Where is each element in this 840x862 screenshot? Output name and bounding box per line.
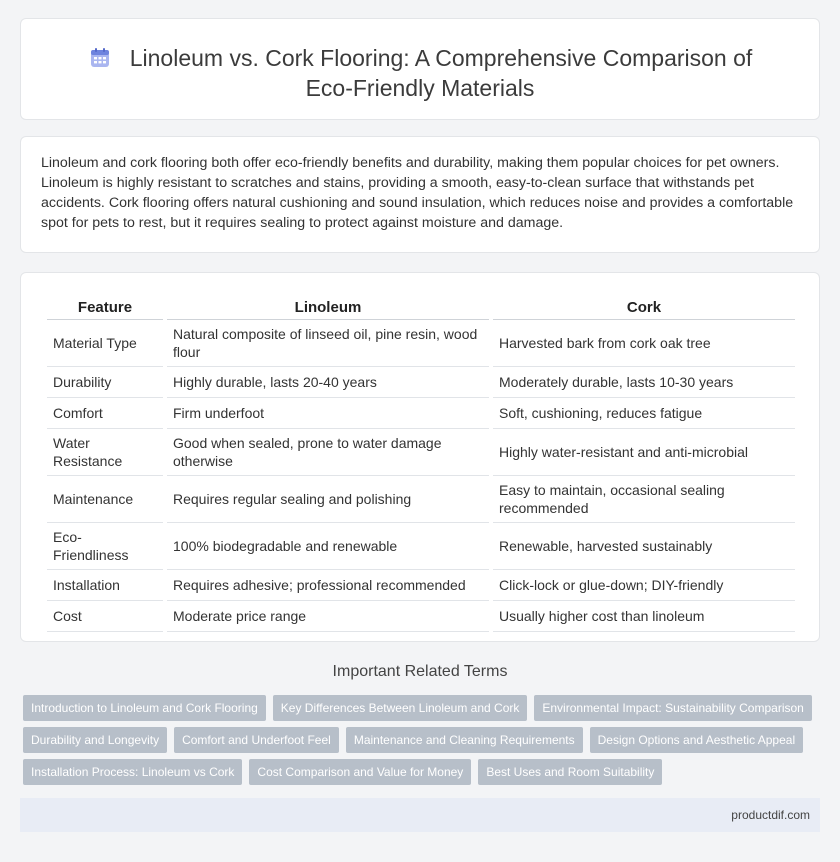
header-card — [20, 18, 820, 120]
table-cell-linoleum: Moderate price range — [167, 601, 489, 632]
table-row — [47, 320, 795, 367]
table-row — [47, 398, 795, 429]
table-cell-linoleum: Requires adhesive; professional recommended — [167, 570, 489, 601]
intro-card — [20, 136, 820, 253]
table-row — [47, 476, 795, 523]
related-terms-heading: Important Related Terms — [332, 663, 508, 680]
footer-bar — [20, 798, 820, 832]
table-cell-linoleum: Requires regular sealing and polishing — [167, 476, 489, 523]
comparison-table — [43, 295, 799, 632]
table-cell-feature: Durability — [47, 367, 163, 398]
related-term-tag[interactable]: Design Options and Aesthetic Appeal — [590, 727, 803, 753]
column-header-feature: Feature — [47, 295, 163, 320]
table-cell-linoleum: 100% biodegradable and renewable — [167, 523, 489, 570]
intro-paragraph: Linoleum and cork flooring both offer eco-friendly benefits and durability, making them popular choices for pet owners. Linoleum is highly resistant to scratches and stains, providing a smooth, easy-to-clean surface that withstands pet accidents. Cork flooring offers natural cushioning and sound insulation, which reduces noise and provides a comfortable spot for pets to rest, but it requires sealing to protect against moisture and damage. — [41, 155, 794, 231]
table-row — [47, 523, 795, 570]
table-cell-cork: Renewable, harvested sustainably — [493, 523, 795, 570]
table-cell-cork: Moderately durable, lasts 10-30 years — [493, 367, 795, 398]
footer-site-link[interactable]: productdif.com — [731, 808, 810, 822]
table-cell-cork: Highly water-resistant and anti-microbial — [493, 429, 795, 476]
related-term-tag[interactable]: Best Uses and Room Suitability — [478, 759, 662, 785]
table-row — [47, 570, 795, 601]
related-term-tag[interactable]: Durability and Longevity — [23, 727, 167, 753]
table-header-row — [47, 295, 795, 320]
page-title-text: Linoleum vs. Cork Flooring: A Comprehensive Comparison of Eco-Friendly Materials — [129, 45, 753, 101]
related-term-tag[interactable]: Installation Process: Linoleum vs Cork — [23, 759, 242, 785]
related-term-tag[interactable]: Cost Comparison and Value for Money — [249, 759, 471, 785]
table-cell-cork: Easy to maintain, occasional sealing recommended — [493, 476, 795, 523]
table-cell-feature: Material Type — [47, 320, 163, 367]
table-row — [47, 429, 795, 476]
table-cell-feature: Comfort — [47, 398, 163, 429]
table-cell-cork: Soft, cushioning, reduces fatigue — [493, 398, 795, 429]
related-term-tag[interactable]: Introduction to Linoleum and Cork Flooring — [23, 695, 266, 721]
table-cell-feature: Cost — [47, 601, 163, 632]
table-cell-linoleum: Good when sealed, prone to water damage otherwise — [167, 429, 489, 476]
related-term-tag[interactable]: Maintenance and Cleaning Requirements — [346, 727, 583, 753]
table-cell-cork: Usually higher cost than linoleum — [493, 601, 795, 632]
related-term-tag[interactable]: Key Differences Between Linoleum and Cork — [273, 695, 528, 721]
page-title — [21, 43, 819, 103]
column-header-cork: Cork — [493, 295, 795, 320]
table-cell-feature: Maintenance — [47, 476, 163, 523]
table-cell-feature: Installation — [47, 570, 163, 601]
comparison-table-card — [20, 272, 820, 642]
table-row — [47, 367, 795, 398]
calendar-icon — [88, 46, 112, 70]
column-header-linoleum: Linoleum — [167, 295, 489, 320]
table-cell-feature: Water Resistance — [47, 429, 163, 476]
related-term-tag[interactable]: Environmental Impact: Sustainability Comparison — [534, 695, 811, 721]
table-cell-linoleum: Highly durable, lasts 20-40 years — [167, 367, 489, 398]
table-cell-linoleum: Firm underfoot — [167, 398, 489, 429]
table-cell-linoleum: Natural composite of linseed oil, pine resin, wood flour — [167, 320, 489, 367]
table-cell-cork: Click-lock or glue-down; DIY-friendly — [493, 570, 795, 601]
related-terms-list — [23, 695, 823, 785]
related-term-tag[interactable]: Comfort and Underfoot Feel — [174, 727, 339, 753]
table-cell-cork: Harvested bark from cork oak tree — [493, 320, 795, 367]
table-row — [47, 601, 795, 632]
table-cell-feature: Eco-Friendliness — [47, 523, 163, 570]
